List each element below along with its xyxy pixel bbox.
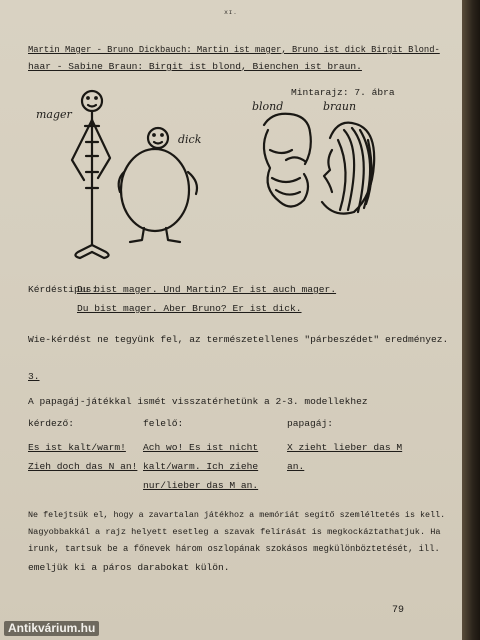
col-header-felelo: felelő:: [143, 418, 184, 429]
kerdestipus-label: Kérdéstipus:: [28, 284, 98, 295]
section-intro: A papagáj-játékkal ismét visszatérhetünk a 2-3. modellekhez: [28, 396, 368, 407]
para-line-2: Nagyobbakkál a rajz helyett esetleg a szavak felírását is megkockáztathatjuk. Ha: [28, 527, 441, 537]
papagaj-line-2: an.: [287, 461, 305, 472]
kerdestipus-line-2: Du bist mager. Aber Bruno? Er ist dick.: [77, 303, 302, 314]
felelo-line-2: kalt/warm. Ich ziehe: [143, 461, 259, 472]
intro-line-2: haar - Sabine Braun: Birgit ist blond, Bienchen ist braun.: [28, 61, 362, 72]
page-header: XI.: [224, 9, 238, 16]
para-line-1: Ne felejtsük el, hogy a zavartalan játékhoz a memóriát segítő szemléltetés is kell.: [28, 510, 446, 520]
kerdestipus-line-1: Du bist mager. Und Martin? Er ist auch mager.: [77, 284, 337, 295]
para-line-4: emeljük ki a páros darabokat külön.: [28, 562, 230, 573]
label-mager: mager: [36, 108, 72, 121]
label-braun: braun: [323, 100, 357, 113]
col-header-kerdezo: kérdező:: [28, 418, 75, 429]
para-line-3: irunk, tartsuk be a főnevek három oszlopának szokásos megkülönböztetését, ill.: [28, 544, 440, 554]
wie-note: Wie-kérdést ne tegyünk fel, az természetellenes "párbeszédet" eredményez.: [28, 334, 449, 345]
book-spine: [462, 0, 480, 640]
page-number: 79: [392, 605, 405, 616]
braun-head: [322, 123, 374, 214]
figure-caption: Mintarajz: 7. ábra: [291, 87, 395, 98]
kerdezo-line-1: Es ist kalt/warm!: [28, 442, 126, 453]
felelo-line-3: nur/lieber das M an.: [143, 480, 259, 491]
blond-head: [264, 114, 311, 207]
section-number: 3.: [28, 371, 40, 382]
label-blond: blond: [252, 100, 284, 113]
thin-figure: [72, 91, 110, 258]
col-header-papagaj: papagáj:: [287, 418, 334, 429]
watermark: Antikvárium.hu: [4, 621, 99, 636]
fat-figure: [119, 128, 197, 242]
felelo-line-1: Ach wo! Es ist nicht: [143, 442, 259, 453]
papagaj-line-1: X zieht lieber das M: [287, 442, 403, 453]
kerdezo-line-2: Zieh doch das N an!: [28, 461, 138, 472]
label-dick: dick: [178, 133, 202, 146]
intro-line-1: Martin Mager - Bruno Dickbauch: Martin ist mager, Bruno ist dick Birgit Blond-: [28, 45, 440, 55]
